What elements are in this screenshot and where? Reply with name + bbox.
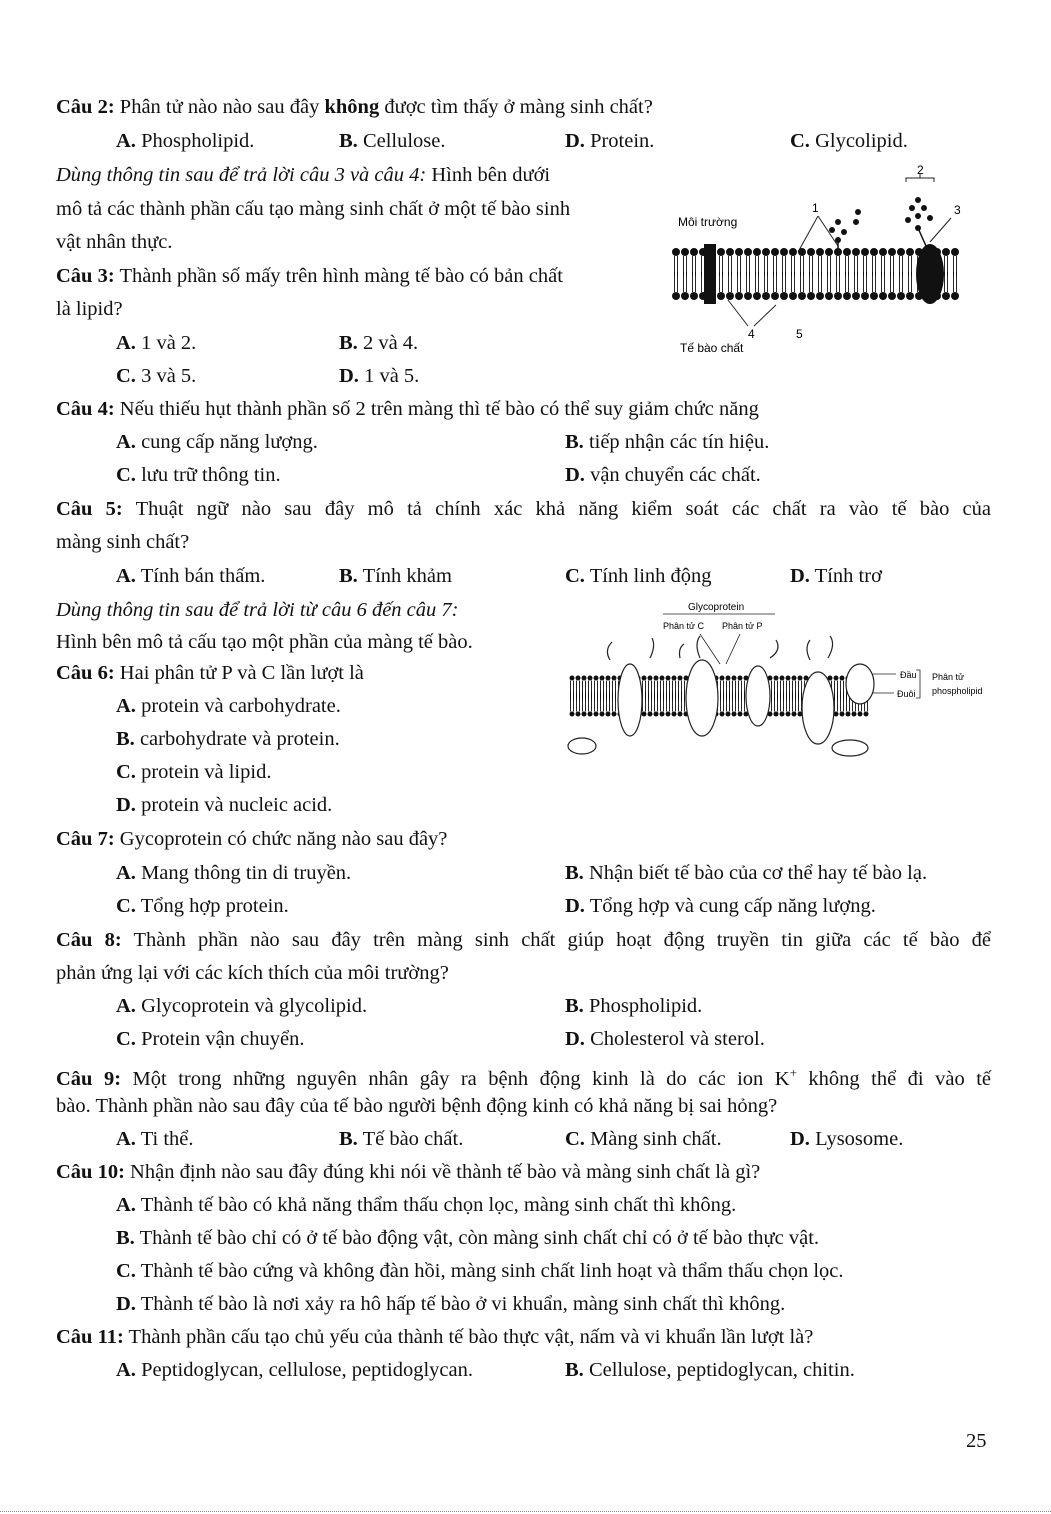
option-b: B. tiếp nhận các tín hiệu. bbox=[565, 431, 770, 453]
membrane-figure-1 bbox=[668, 160, 968, 360]
info-q3-q4-line3: vật nhân thực. bbox=[56, 231, 173, 253]
option-d: D. protein và nucleic acid. bbox=[116, 794, 333, 816]
option-b: B. Phospholipid. bbox=[565, 995, 703, 1017]
option-b: B. Tế bào chất. bbox=[339, 1128, 464, 1150]
option-c: C. Thành tế bào cứng và không đàn hồi, màng sinh chất linh hoạt và thẩm thấu chọn lọc. bbox=[116, 1260, 844, 1282]
option-d: D. Thành tế bào là nơi xảy ra hô hấp tế bào ở vi khuẩn, màng sinh chất thì không. bbox=[116, 1293, 786, 1315]
question-11: Câu 11: Thành phần cấu tạo chủ yếu của thành tế bào thực vật, nấm và vi khuẩn lần lượt là? bbox=[56, 1326, 814, 1348]
option-b: B. Tính khảm bbox=[339, 565, 452, 587]
option-b: B. Cellulose. bbox=[339, 130, 446, 152]
option-a: A. Phospholipid. bbox=[116, 130, 255, 152]
protein bbox=[832, 740, 868, 756]
cytoplasm-label: Tế bào chất bbox=[680, 341, 744, 355]
option-a: A. Mang thông tin di truyền. bbox=[116, 862, 352, 884]
protein bbox=[802, 672, 834, 744]
question-7: Câu 7: Gycoprotein có chức năng nào sau đây? bbox=[56, 828, 448, 850]
option-c: C. protein và lipid. bbox=[116, 761, 272, 783]
option-c: C. Tính linh động bbox=[565, 565, 712, 587]
info-q6-q7-line2: Hình bên mô tả cấu tạo một phần của màng tế bào. bbox=[56, 631, 473, 653]
question-4: Câu 4: Nếu thiếu hụt thành phần số 2 trên màng thì tế bào có thể suy giảm chức năng bbox=[56, 398, 759, 420]
question-3: Câu 3: Thành phần số mấy trên hình màng tế bào có bản chất bbox=[56, 265, 563, 287]
option-c: C. 3 và 5. bbox=[116, 365, 197, 387]
option-b: B. Thành tế bào chỉ có ở tế bào động vật, còn màng sinh chất chỉ có ở tế bào thực vật. bbox=[116, 1227, 820, 1249]
option-d: D. Tổng hợp và cung cấp năng lượng. bbox=[565, 895, 876, 917]
option-a: A. cung cấp năng lượng. bbox=[116, 431, 318, 453]
number-1: 1 bbox=[812, 201, 819, 215]
option-c: C. Protein vận chuyển. bbox=[116, 1028, 305, 1050]
phospholipid-label-1: Phân tử bbox=[932, 672, 965, 682]
question-2: Câu 2: Phân tử nào nào sau đây không được tìm thấy ở màng sinh chất? bbox=[56, 96, 653, 118]
phospholipid-label-2: phospholipid bbox=[932, 686, 983, 696]
number-4: 4 bbox=[748, 327, 755, 341]
option-c: C. Tổng hợp protein. bbox=[116, 895, 289, 917]
protein-channel bbox=[704, 244, 716, 304]
glycoprotein-label: Glycoprotein bbox=[688, 602, 745, 613]
option-d: D. Cholesterol và sterol. bbox=[565, 1028, 765, 1050]
question-9: Câu 9: Một trong những nguyên nhân gây ra bệnh động kinh là do các ion K+ không thể đi vào tế bbox=[56, 1065, 991, 1090]
option-a: A. Thành tế bào có khả năng thẩm thấu chọn lọc, màng sinh chất thì không. bbox=[116, 1194, 737, 1216]
option-d: D. Tính trơ bbox=[790, 565, 882, 587]
option-d: D. vận chuyển các chất. bbox=[565, 464, 761, 486]
protein bbox=[568, 738, 596, 754]
option-a: A. Tính bán thấm. bbox=[116, 565, 266, 587]
membrane-figure-2 bbox=[560, 598, 1000, 768]
footer-rule bbox=[0, 1511, 1051, 1512]
option-c: C. Màng sinh chất. bbox=[565, 1128, 722, 1150]
option-a: A. 1 và 2. bbox=[116, 332, 197, 354]
option-b: B. Cellulose, peptidoglycan, chitin. bbox=[565, 1359, 855, 1381]
question-10: Câu 10: Nhận định nào sau đây đúng khi nói về thành tế bào và màng sinh chất là gì? bbox=[56, 1161, 761, 1183]
number-3: 3 bbox=[954, 203, 961, 217]
question-5: Câu 5: Thuật ngữ nào sau đây mô tả chính xác khả năng kiểm soát các chất ra vào tế bào của bbox=[56, 498, 991, 520]
option-a: A. protein và carbohydrate. bbox=[116, 695, 341, 717]
option-c: C. lưu trữ thông tin. bbox=[116, 464, 281, 486]
protein bbox=[846, 664, 874, 704]
tail-label: Đuôi bbox=[897, 689, 916, 699]
option-d: D. Lysosome. bbox=[790, 1128, 904, 1150]
protein bbox=[746, 666, 770, 726]
question-9-line2: bào. Thành phần nào sau đây của tế bào người bệnh động kinh có khả năng bị sai hỏng? bbox=[56, 1095, 778, 1117]
option-b: B. 2 và 4. bbox=[339, 332, 419, 354]
option-b: B. Nhận biết tế bào của cơ thể hay tế bào lạ. bbox=[565, 862, 928, 884]
info-q6-q7: Dùng thông tin sau để trả lời từ câu 6 đến câu 7: bbox=[56, 599, 459, 621]
question-6: Câu 6: Hai phân tử P và C lần lượt là bbox=[56, 662, 364, 684]
environment-label: Môi trường bbox=[678, 215, 738, 229]
info-q3-q4-line2: mô tả các thành phần cấu tạo màng sinh chất ở một tế bào sinh bbox=[56, 198, 571, 220]
protein bbox=[618, 664, 642, 736]
head-label: Đầu bbox=[900, 670, 917, 680]
protein bbox=[686, 660, 718, 736]
protein-right bbox=[916, 244, 944, 304]
info-q3-q4: Dùng thông tin sau để trả lời câu 3 và câu 4: Hình bên dưới bbox=[56, 164, 551, 186]
number-5: 5 bbox=[796, 327, 803, 341]
page-number: 25 bbox=[966, 1430, 987, 1452]
molecule-p-label: Phân tử P bbox=[722, 621, 763, 631]
option-a: A. Glycoprotein và glycolipid. bbox=[116, 995, 368, 1017]
question-8: Câu 8: Thành phần nào sau đây trên màng sinh chất giúp hoạt động truyền tin giữa các tế bào để bbox=[56, 929, 991, 951]
option-c: C. Glycolipid. bbox=[790, 130, 908, 152]
option-d: D. 1 và 5. bbox=[339, 365, 420, 387]
number-2: 2 bbox=[917, 163, 924, 177]
question-3-line2: là lipid? bbox=[56, 298, 123, 320]
question-8-line2: phản ứng lại với các kích thích của môi trường? bbox=[56, 962, 449, 984]
question-5-line2: màng sinh chất? bbox=[56, 531, 190, 553]
molecule-c-label: Phân tử C bbox=[663, 621, 705, 631]
option-d: D. Protein. bbox=[565, 130, 655, 152]
option-a: A. Peptidoglycan, cellulose, peptidoglycan. bbox=[116, 1359, 473, 1381]
option-b: B. carbohydrate và protein. bbox=[116, 728, 340, 750]
option-a: A. Ti thể. bbox=[116, 1128, 194, 1150]
question-label: Câu 2: bbox=[56, 96, 115, 118]
